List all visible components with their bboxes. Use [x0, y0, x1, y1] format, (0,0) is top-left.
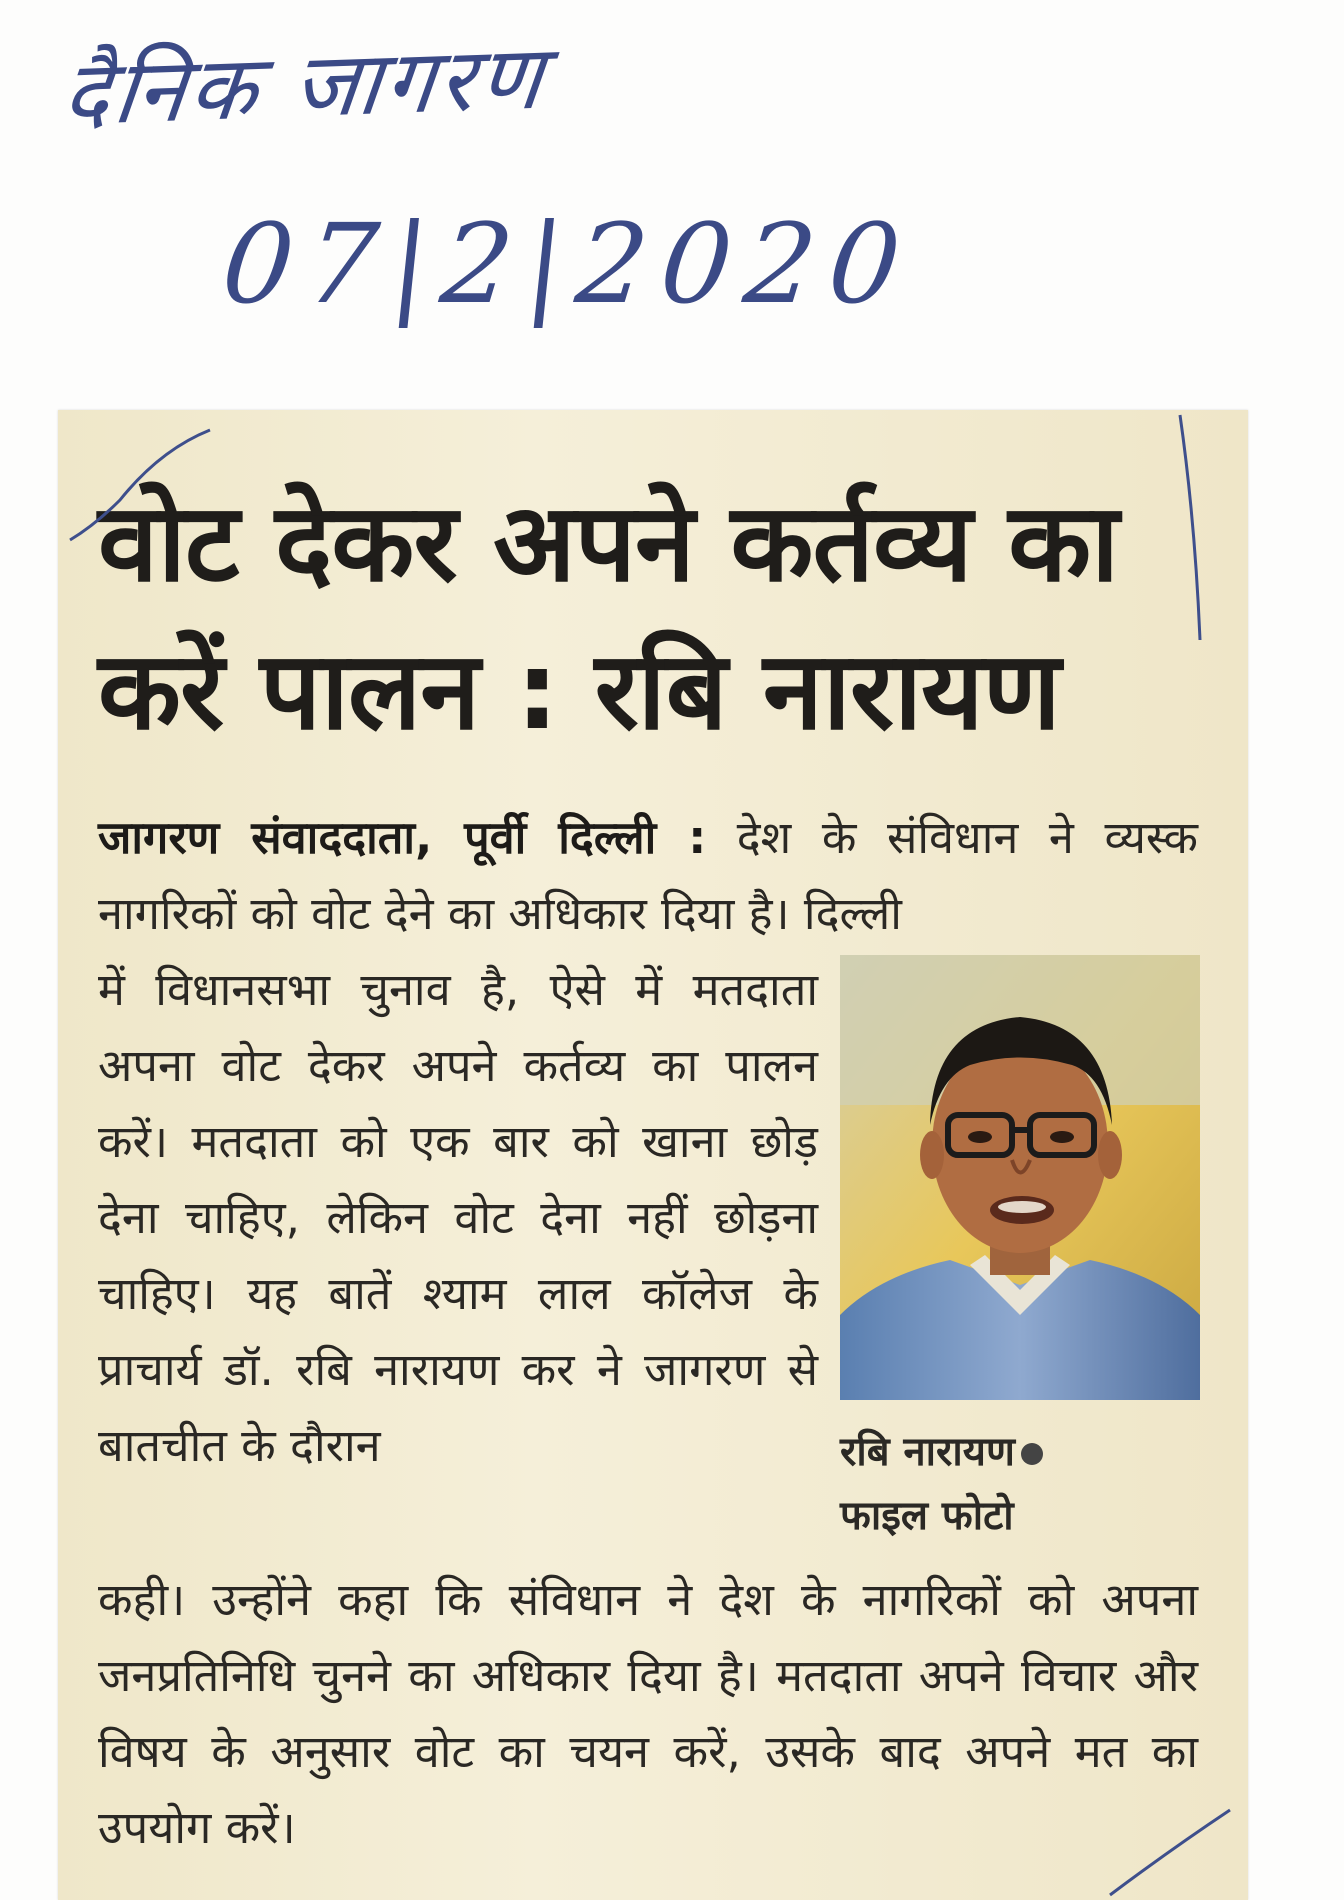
article-left-column: में विधानसभा चुनाव है, ऐसे में मतदाता अपना वोट देकर अपने कर्तव्य का पालन करें। मतदाता को एक बार को खाना छोड़ देना चाहिए, लेकिन वोट देना नहीं छोड़ना चाहिए। यह बातें श्याम लाल कॉलेज के प्राचार्य डॉ. रबि नारायण कर ने जागरण से बातचीत के दौरान — [98, 963, 818, 1472]
caption-credit: फाइल फोटो — [840, 1493, 1014, 1539]
newspaper-clipping — [58, 410, 1248, 1900]
article-closing-paragraph: कही। उन्होंने कहा कि संविधान ने देश के नागरिकों को अपना जनप्रतिनिधि चुनने का अधिकार दिया है। मतदाता अपने विचार और विषय के अनुसार वोट का चयन करें, उसके बाद अपने मत का उपयोग करें। — [98, 1573, 1198, 1854]
handwritten-annotation — [57, 25, 960, 390]
handwritten-newspaper-name: दैनिक जागरण — [57, 25, 552, 146]
intro-text: देश के संविधान ने व्यस्क नागरिकों को वोट देने का अधिकार दिया है। दिल्ली — [98, 811, 1198, 940]
photo-caption — [840, 1420, 1200, 1548]
portrait-photo — [840, 955, 1200, 1400]
portrait-illustration — [840, 955, 1200, 1400]
headline-line-2: करें पालन : रबि नारायण — [98, 629, 1060, 754]
article-headline — [98, 470, 1198, 766]
bullet-dot-icon — [1021, 1443, 1043, 1465]
headline-line-1: वोट देकर अपने कर्तव्य का — [98, 481, 1119, 606]
handwritten-date: 07|2|2020 — [216, 200, 921, 328]
caption-name: रबि नारायण — [840, 1429, 1015, 1475]
article-intro — [98, 800, 1198, 952]
article-dateline: जागरण संवाददाता, पूर्वी दिल्ली : — [98, 811, 707, 864]
